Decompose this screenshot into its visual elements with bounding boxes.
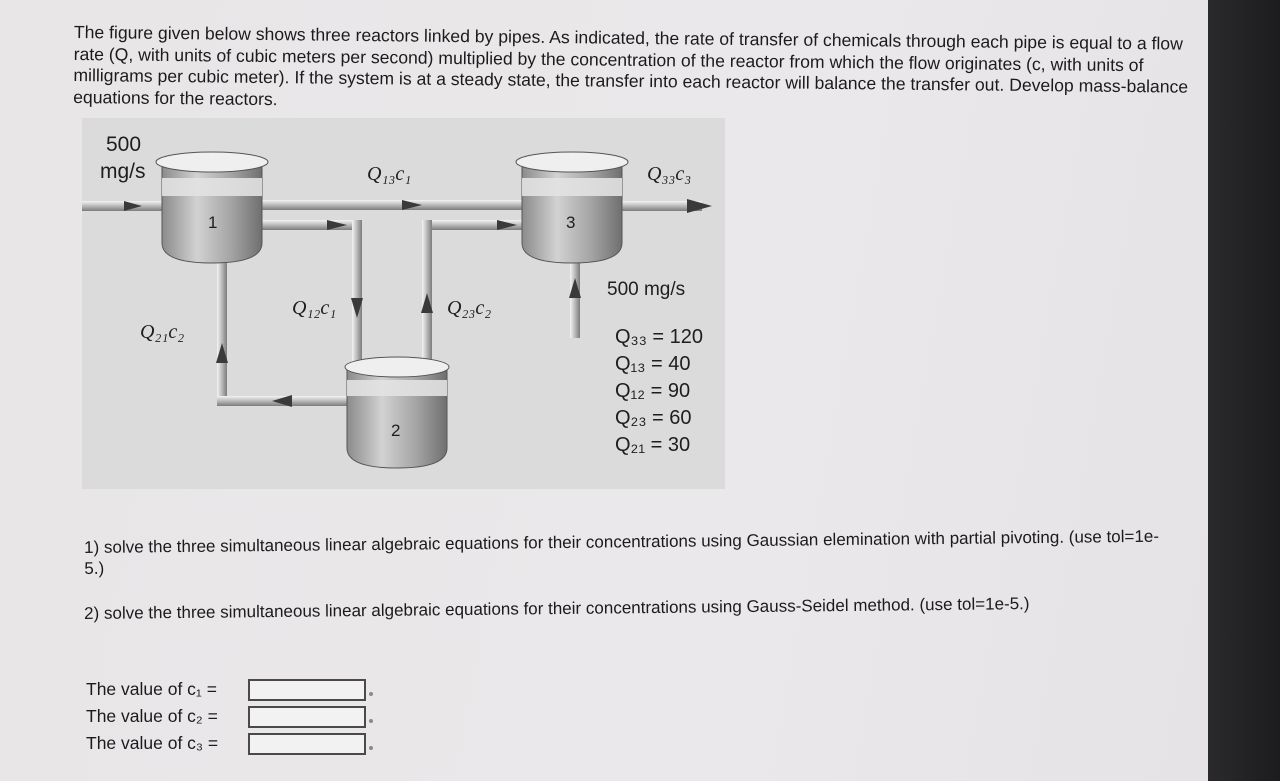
c3-status-dot — [369, 746, 373, 750]
c2-input[interactable] — [248, 706, 366, 728]
flow-q13-label: Q₁₃c₁ — [367, 163, 412, 185]
question-1: 1) solve the three simultaneous linear algebraic equations for their concentrations using Gaussian elemination with partial pivoting. (use tol=1e-5.) — [84, 526, 1160, 578]
flow-q33-label: Q₃₃c₃ — [647, 163, 692, 185]
flow-q12-label: Q₁₂c₁ — [292, 297, 337, 319]
c1-label: The value of c₁ = — [86, 679, 217, 699]
value-q23: Q₂₃ = 60 — [615, 407, 692, 429]
input-right-label: 500 mg/s — [607, 279, 686, 300]
c2-status-dot — [369, 719, 373, 723]
c3-label: The value of c₃ = — [86, 733, 219, 753]
input-top-unit: mg/s — [100, 160, 146, 183]
value-q13: Q₁₃ = 40 — [615, 353, 691, 375]
answer-row-c1 — [86, 676, 373, 703]
c1-input[interactable] — [248, 679, 366, 701]
value-q12: Q₁₂ = 90 — [615, 380, 691, 402]
value-q21: Q₂₁ = 30 — [615, 434, 691, 456]
screen-edge — [1208, 0, 1280, 781]
reactor-3 — [516, 152, 628, 263]
question-2: 2) solve the three simultaneous linear algebraic equations for their concentrations using Gauss-Seidel method. (use tol=1e-5.) — [84, 594, 1030, 623]
reactor-figure — [82, 118, 725, 489]
value-q33: Q₃₃ = 120 — [615, 326, 704, 348]
answer-row-c3 — [86, 730, 373, 757]
reactor-3-number: 3 — [566, 213, 576, 232]
reactor-1 — [156, 152, 268, 263]
c1-status-dot — [369, 692, 373, 696]
flow-q21-label: Q₂₁c₂ — [140, 321, 185, 343]
c3-input[interactable] — [248, 733, 366, 755]
reactor-diagram — [82, 118, 725, 489]
reactor-2 — [345, 357, 449, 468]
flow-q23-label: Q₂₃c₂ — [447, 297, 492, 319]
reactor-2-number: 2 — [391, 421, 401, 440]
input-top-value: 500 — [106, 133, 142, 156]
c2-label: The value of c₂ = — [86, 706, 218, 726]
reactor-1-number: 1 — [208, 213, 218, 232]
answer-row-c2 — [86, 703, 373, 730]
problem-intro: The figure given below shows three reactors linked by pipes. As indicated, the rate of transfer of chemicals through each pipe is equal to a flow rate (Q, with units of cubic meters per second) multiplied by the concentration of the reactor from which the flow originates (c, with units of milligrams per cubic meter). If the system is at a steady state, the transfer into each reactor will balance the transfer out. Develop mass-balance equations for the reactors. — [73, 22, 1189, 109]
answer-section — [86, 676, 373, 757]
